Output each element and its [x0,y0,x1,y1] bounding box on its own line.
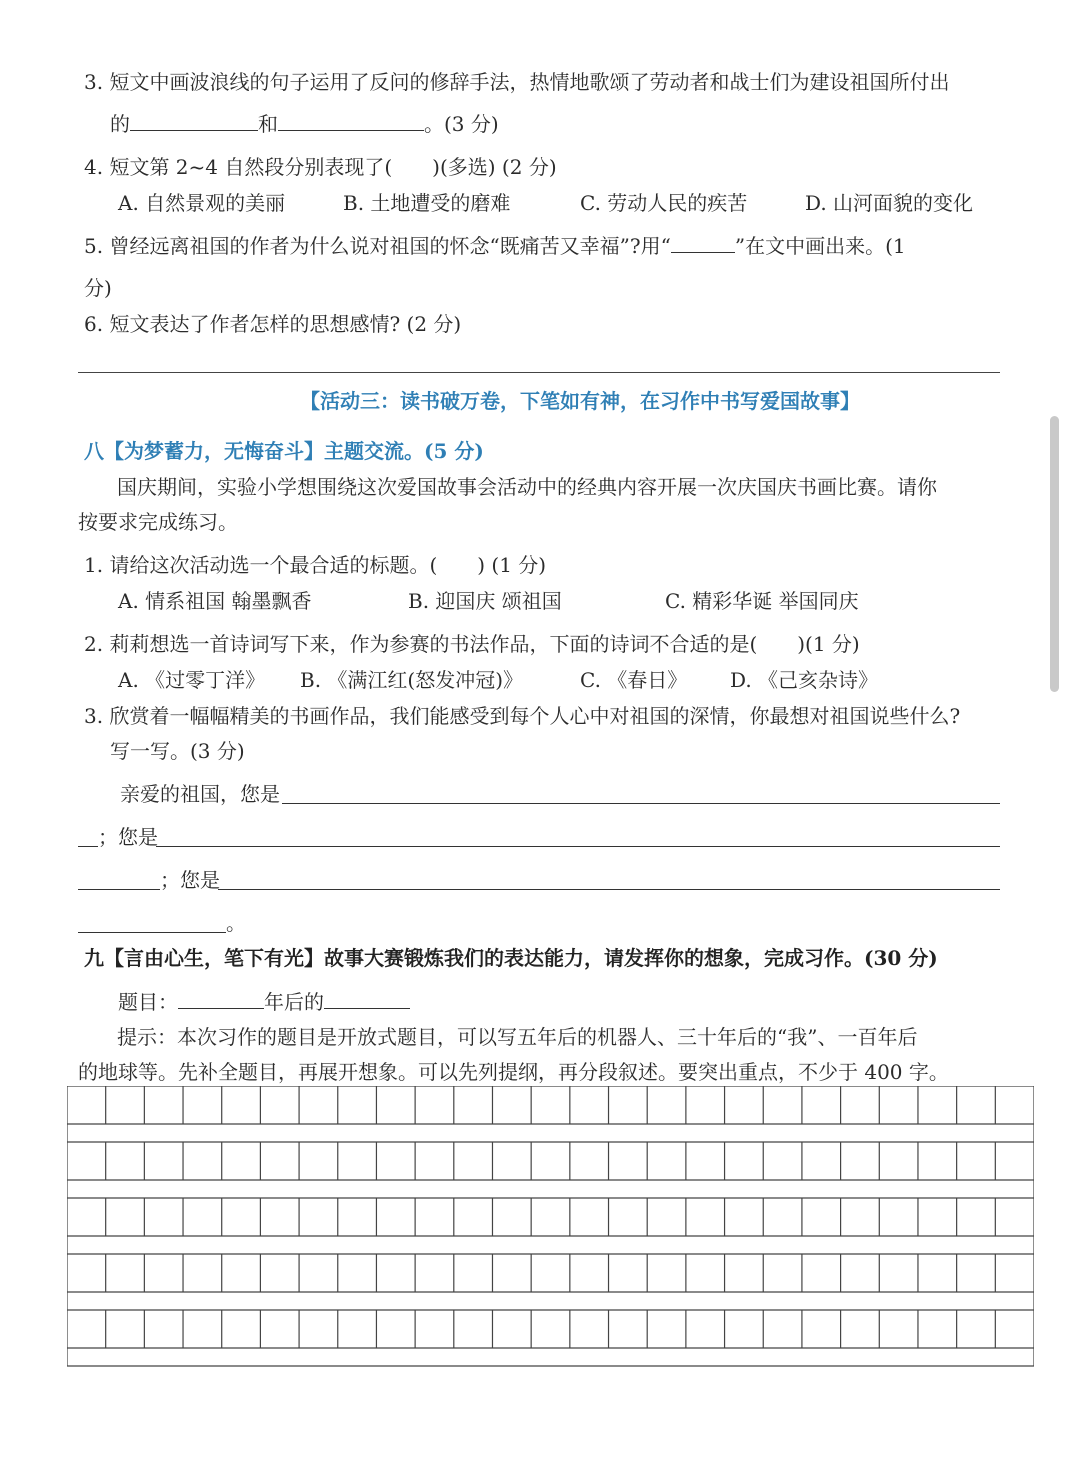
fill-line3-label: ；您是 [160,868,220,892]
s8-q2-option-a[interactable]: A. 《过零丁洋》 [118,668,266,692]
s8-q2-option-c[interactable]: C. 《春日》 [580,668,688,692]
section8-intro-line2: 按要求完成练习。 [78,510,238,534]
s8-question3-line1: 3. 欣赏着一幅幅精美的书画作品，我们能感受到每个人心中对祖国的深情，你最想对祖国说些什么? [84,704,961,728]
q3-suffix: 。(3 分) [424,112,499,136]
q3-prefix: 的 [110,112,130,136]
section8-title: 八【为梦蓄力，无悔奋斗】主题交流。(5 分) [84,439,484,463]
s8-q1-option-b[interactable]: B. 迎国庆 颂祖国 [408,589,562,613]
q4-option-c[interactable]: C. 劳动人民的疾苦 [580,191,748,215]
topic-label: 题目： [118,990,178,1014]
section9-title: 九【言由心生，笔下有光】故事大赛锻炼我们的表达能力，请发挥你的想象，完成习作。(30 分) [84,946,938,970]
composition-grid[interactable] [67,1086,1034,1367]
q3-line2 [110,110,499,138]
fill-line2-lead-blank[interactable] [78,846,98,847]
q3-connector: 和 [258,112,278,136]
s8-q1-option-a[interactable]: A. 情系祖国 翰墨飘香 [118,589,312,613]
fill-line2-blank[interactable] [156,846,1000,847]
q4-option-a[interactable]: A. 自然景观的美丽 [118,191,286,215]
hint-line2: 的地球等。先补全题目，再展开想象。可以先列提纲，再分段叙述。要突出重点，不少于 400 字。 [78,1060,949,1084]
scrollbar-thumb[interactable] [1050,416,1059,692]
hint-line1: 提示：本次习作的题目是开放式题目，可以写五年后的机器人、三十年后的“我”、一百年后 [117,1025,918,1049]
q5-suffix: ”在文中画出来。(1 [734,234,906,258]
s8-question1: 1. 请给这次活动选一个最合适的标题。( ) (1 分) [84,553,547,577]
fill-line3-lead-blank[interactable] [78,889,160,890]
q4-line: 4. 短文第 2~4 自然段分别表现了( )(多选) (2 分) [84,155,557,179]
fill-line3-blank[interactable] [218,889,1000,890]
fill-line1-label: 亲爱的祖国，您是 [120,782,280,806]
q4-option-d[interactable]: D. 山河面貌的变化 [805,191,974,215]
s8-question3-line2: 写一写。(3 分) [110,739,245,763]
q5-line2: 分) [84,276,112,300]
fill-line4-blank[interactable] [78,932,226,933]
topic-blank-subject[interactable] [324,988,410,1009]
q3-line1: 3. 短文中画波浪线的句子运用了反问的修辞手法，热情地歌颂了劳动者和战士们为建设祖国所付出 [84,70,950,94]
q4-option-b[interactable]: B. 土地遭受的磨难 [343,191,511,215]
q5-prefix: 5. 曾经远离祖国的作者为什么说对祖国的怀念“既痛苦又幸福”?用“ [84,234,671,258]
activity3-title: 【活动三：读书破万卷，下笔如有神，在习作中书写爱国故事】 [300,389,860,413]
q3-blank-2[interactable] [278,110,424,131]
fill-end-mark: 。 [226,911,246,935]
topic-mid: 年后的 [264,990,324,1014]
section8-intro-line1: 国庆期间，实验小学想围绕这次爱国故事会活动中的经典内容开展一次庆国庆书画比赛。请你 [117,475,937,499]
q5-line1 [84,232,906,260]
s8-question2: 2. 莉莉想选一首诗词写下来，作为参赛的书法作品，下面的诗词不合适的是( )(1 分) [84,632,860,656]
answer-line-divider[interactable] [78,372,1000,373]
s8-q2-option-b[interactable]: B. 《满江红(怒发冲冠)》 [300,668,524,692]
topic-blank-years[interactable] [178,988,264,1009]
q3-blank-1[interactable] [130,110,258,131]
fill-line2-label: ；您是 [98,825,158,849]
fill-line1-blank[interactable] [282,803,1000,804]
q6-line: 6. 短文表达了作者怎样的思想感情? (2 分) [84,312,462,336]
topic-row [118,988,410,1016]
s8-q1-option-c[interactable]: C. 精彩华诞 举国同庆 [665,589,859,613]
q5-blank[interactable] [671,232,735,253]
s8-q2-option-d[interactable]: D. 《己亥杂诗》 [730,668,879,692]
